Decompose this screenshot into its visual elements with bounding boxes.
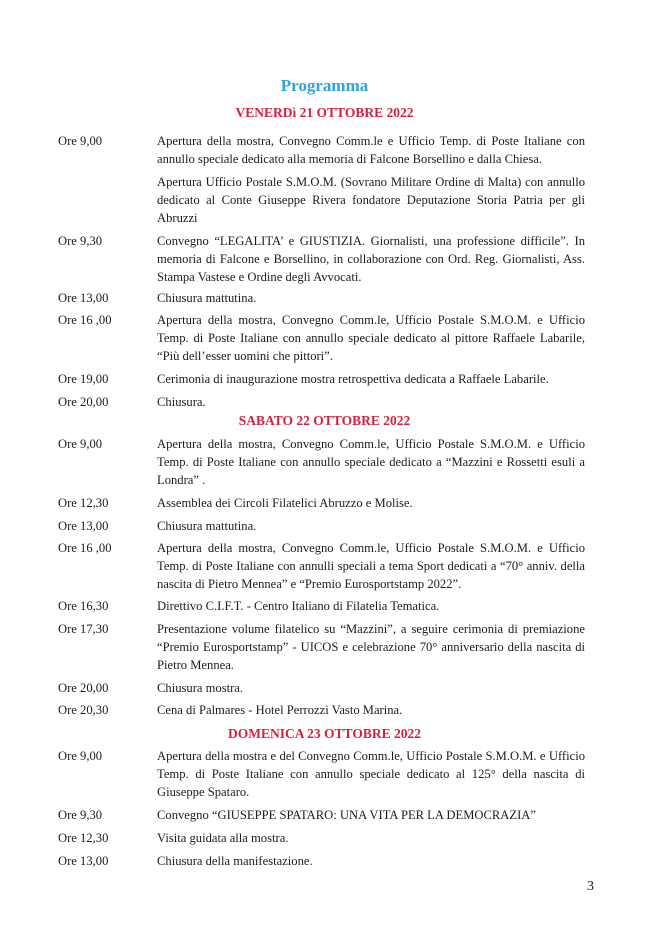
event-time: Ore 9,00	[58, 749, 103, 763]
event-description: Assemblea dei Circoli Filatelici Abruzzo e Molise.	[157, 496, 413, 510]
day-heading-sunday: DOMENICA 23 OTTOBRE 2022	[228, 726, 421, 741]
event-time: Ore 12,30	[58, 496, 109, 510]
event-description: Presentazione volume filatelico su “Mazzini”, a seguire cerimonia di premiazione “Premio Eurosportstamp” - UICOS e celebrazione 70° anniversario della nascita di Pietro Mennea.	[157, 622, 585, 672]
event-time: Ore 16 ,00	[58, 313, 112, 327]
event-description: Apertura della mostra e del Convegno Comm.le, Ufficio Postale S.M.O.M. e Ufficio Temp. di Poste Italiane con annullo speciale dedicato al 125° della nascita di Giuseppe Spataro.	[157, 749, 585, 799]
event-description: Chiusura.	[157, 395, 206, 409]
day-heading-friday: VENERDì 21 OTTOBRE 2022	[235, 105, 414, 120]
event-time: Ore 20,00	[58, 681, 109, 695]
event-time: Ore 20,30	[58, 703, 109, 717]
event-description: Visita guidata alla mostra.	[157, 831, 289, 845]
page-title: Programma	[280, 76, 369, 95]
event-time: Ore 13,00	[58, 854, 109, 868]
event-description: Apertura Ufficio Postale S.M.O.M. (Sovrano Militare Ordine di Malta) con annullo dedicato al Conte Giuseppe Rivera fondatore Deputazione Storia Patria per gli Abruzzi	[157, 175, 585, 225]
event-description: Chiusura mattutina.	[157, 519, 257, 533]
event-description: Apertura della mostra, Convegno Comm.le, Ufficio Postale S.M.O.M. e Ufficio Temp. di Poste Italiane con annullo speciale dedicato al pittore Raffaele Labarile, “Più dell’esser uomini che pittori”.	[157, 313, 585, 363]
event-description: Convegno “GIUSEPPE SPATARO: UNA VITA PER LA DEMOCRAZIA”	[157, 808, 536, 822]
event-description: Chiusura mostra.	[157, 681, 244, 695]
event-time: Ore 9,30	[58, 808, 103, 822]
day-heading-saturday: SABATO 22 OTTOBRE 2022	[238, 413, 411, 428]
event-description: Cena di Palmares - Hotel Perrozzi Vasto Marina.	[157, 703, 403, 717]
event-time: Ore 20,00	[58, 395, 109, 409]
event-time: Ore 16,30	[58, 599, 109, 613]
event-description: Chiusura della manifestazione.	[157, 854, 313, 868]
event-description: Cerimonia di inaugurazione mostra retrospettiva dedicata a Raffaele Labarile.	[157, 372, 549, 386]
event-time: Ore 9,00	[58, 437, 103, 451]
event-time: Ore 16 ,00	[58, 541, 112, 555]
event-time: Ore 13,00	[58, 519, 109, 533]
event-description: Convegno “LEGALITA’ e GIUSTIZIA. Giornalisti, una professione difficile”. In memoria di Falcone e Borsellino, in collaborazione con Ord. Reg. Giornalisti, Ass. Stampa Vastese e Ordine degli Avvocati.	[157, 234, 585, 284]
event-description: Apertura della mostra, Convegno Comm.le e Ufficio Temp. di Poste Italiane con annullo speciale dedicato alla memoria di Falcone Borsellino e dalla Chiesa.	[157, 134, 585, 166]
event-time: Ore 12,30	[58, 831, 109, 845]
event-time: Ore 13,00	[58, 291, 109, 305]
event-description: Direttivo C.I.F.T. - Centro Italiano di Filatelia Tematica.	[157, 599, 440, 613]
event-description: Chiusura mattutina.	[157, 291, 257, 305]
event-description: Apertura della mostra, Convegno Comm.le, Ufficio Postale S.M.O.M. e Ufficio Temp. di Poste Italiane con annullo speciale dedicato a “Mazzini e Rossetti esuli a Londra” .	[157, 437, 585, 487]
page-number: 3	[587, 879, 594, 894]
event-description: Apertura della mostra, Convegno Comm.le, Ufficio Postale S.M.O.M. e Ufficio Temp. di Poste Italiane con annulli speciali a tema Sport dedicati a “70° anniv. della nascita di Pietro Mennea” e “Premio Eurosportstamp 2022”.	[157, 541, 585, 591]
event-time: Ore 9,00	[58, 134, 103, 148]
event-time: Ore 17,30	[58, 622, 109, 636]
event-time: Ore 9,30	[58, 234, 103, 248]
event-time: Ore 19,00	[58, 372, 109, 386]
